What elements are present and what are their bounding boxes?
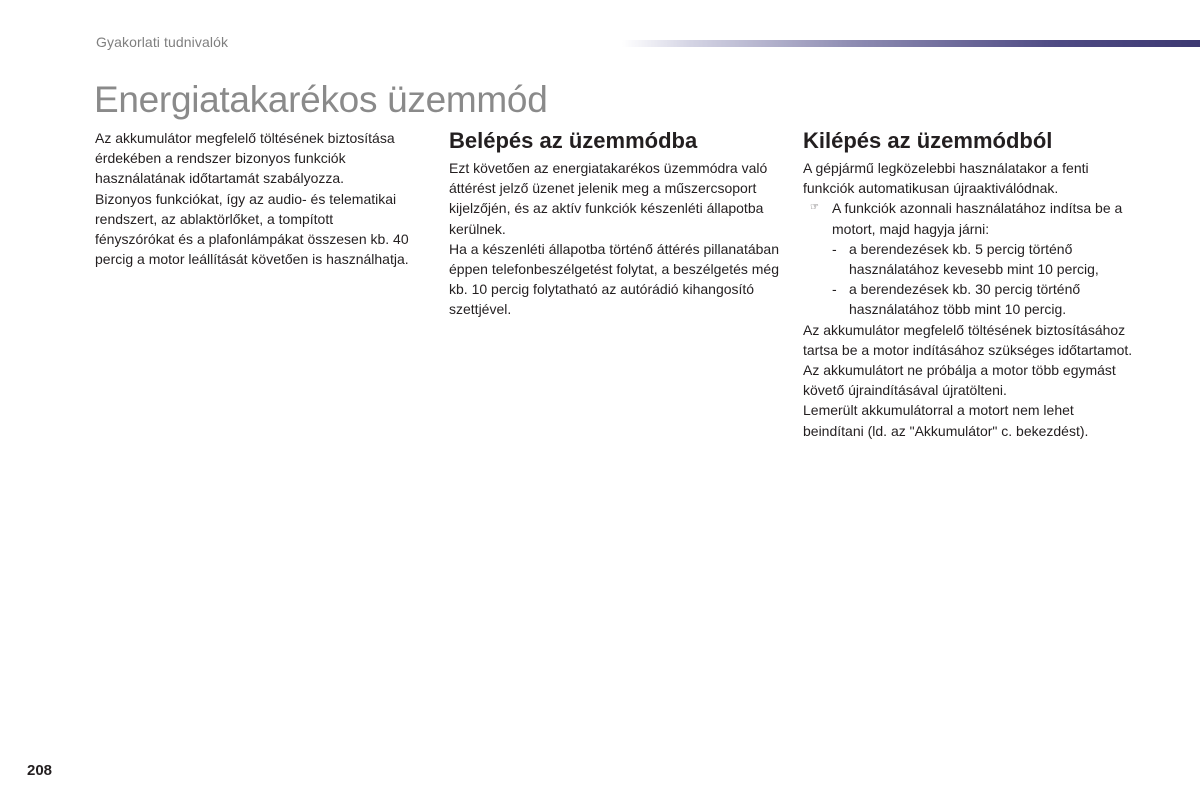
exiting-text	[803, 158, 1133, 441]
intro-paragraph: Az akkumulátor megfelelő töltésének biztosítása érdekében a rendszer bizonyos funkciók használatának időtartamát szabályozza.	[95, 130, 395, 187]
intro-column	[95, 126, 415, 269]
page-number: 208	[27, 762, 53, 779]
entering-column	[449, 126, 779, 320]
bullet-item	[803, 198, 1133, 238]
exiting-column	[803, 126, 1133, 441]
entering-paragraph: Ezt követően az energiatakarékos üzemmódra való áttérést jelző üzenet jelenik meg a műszercsoport kijelzőjén, és az aktív funkciók készenléti állapotba kerülnek.	[449, 160, 768, 237]
dash-item-text: a berendezések kb. 5 percig történő használatához kevesebb mint 10 percig,	[849, 240, 1099, 278]
dash-marker: -	[832, 281, 837, 298]
page-title: Energiatakarékos üzemmód	[94, 79, 548, 120]
dash-item	[803, 239, 1133, 279]
bullet-text: A funkciók azonnali használatához indítsa be a motort, majd hagyja járni:	[832, 200, 1123, 237]
pointing-hand-icon: ☞	[810, 202, 819, 214]
header-decor-bar	[622, 40, 1200, 47]
dash-item-text: a berendezések kb. 30 percig történő használatához több mint 10 percig.	[849, 281, 1081, 318]
exiting-paragraph: Lemerült akkumulátorral a motort nem lehet beindítani (ld. az "Akkumulátor" c. bekezdést).	[803, 402, 1089, 439]
dash-marker: -	[832, 240, 837, 257]
exiting-paragraph: Az akkumulátor megfelelő töltésének biztosításához tartsa be a motor indításához szükséges időtartamot.	[803, 321, 1133, 358]
exiting-intro: A gépjármű legközelebbi használatakor a fenti funkciók automatikusan újraaktiválódnak.	[803, 160, 1089, 197]
exiting-paragraph: Az akkumulátort ne próbálja a motor több egymást követő újraindításával újratölteni.	[803, 362, 1116, 399]
entering-text	[449, 158, 779, 320]
intro-paragraph: Bizonyos funkciókat, így az audio- és telematikai rendszert, az ablaktörlőket, a tompított fényszórókat és a plafonlámpákat összesen kb. 40 percig a motor leállítását követően is használhatja.	[95, 190, 409, 268]
section-label: Gyakorlati tudnivalók	[96, 34, 229, 50]
intro-text	[95, 128, 415, 269]
exiting-heading: Kilépés az üzemmódból	[803, 128, 1053, 153]
entering-paragraph: Ha a készenléti állapotba történő áttérés pillanatában éppen telefonbeszélgetést folytat, a beszélgetés még kb. 10 percig folytatható az autórádió kihangosító szettjével.	[449, 240, 779, 318]
dash-item	[803, 279, 1133, 319]
entering-heading: Belépés az üzemmódba	[449, 128, 698, 153]
